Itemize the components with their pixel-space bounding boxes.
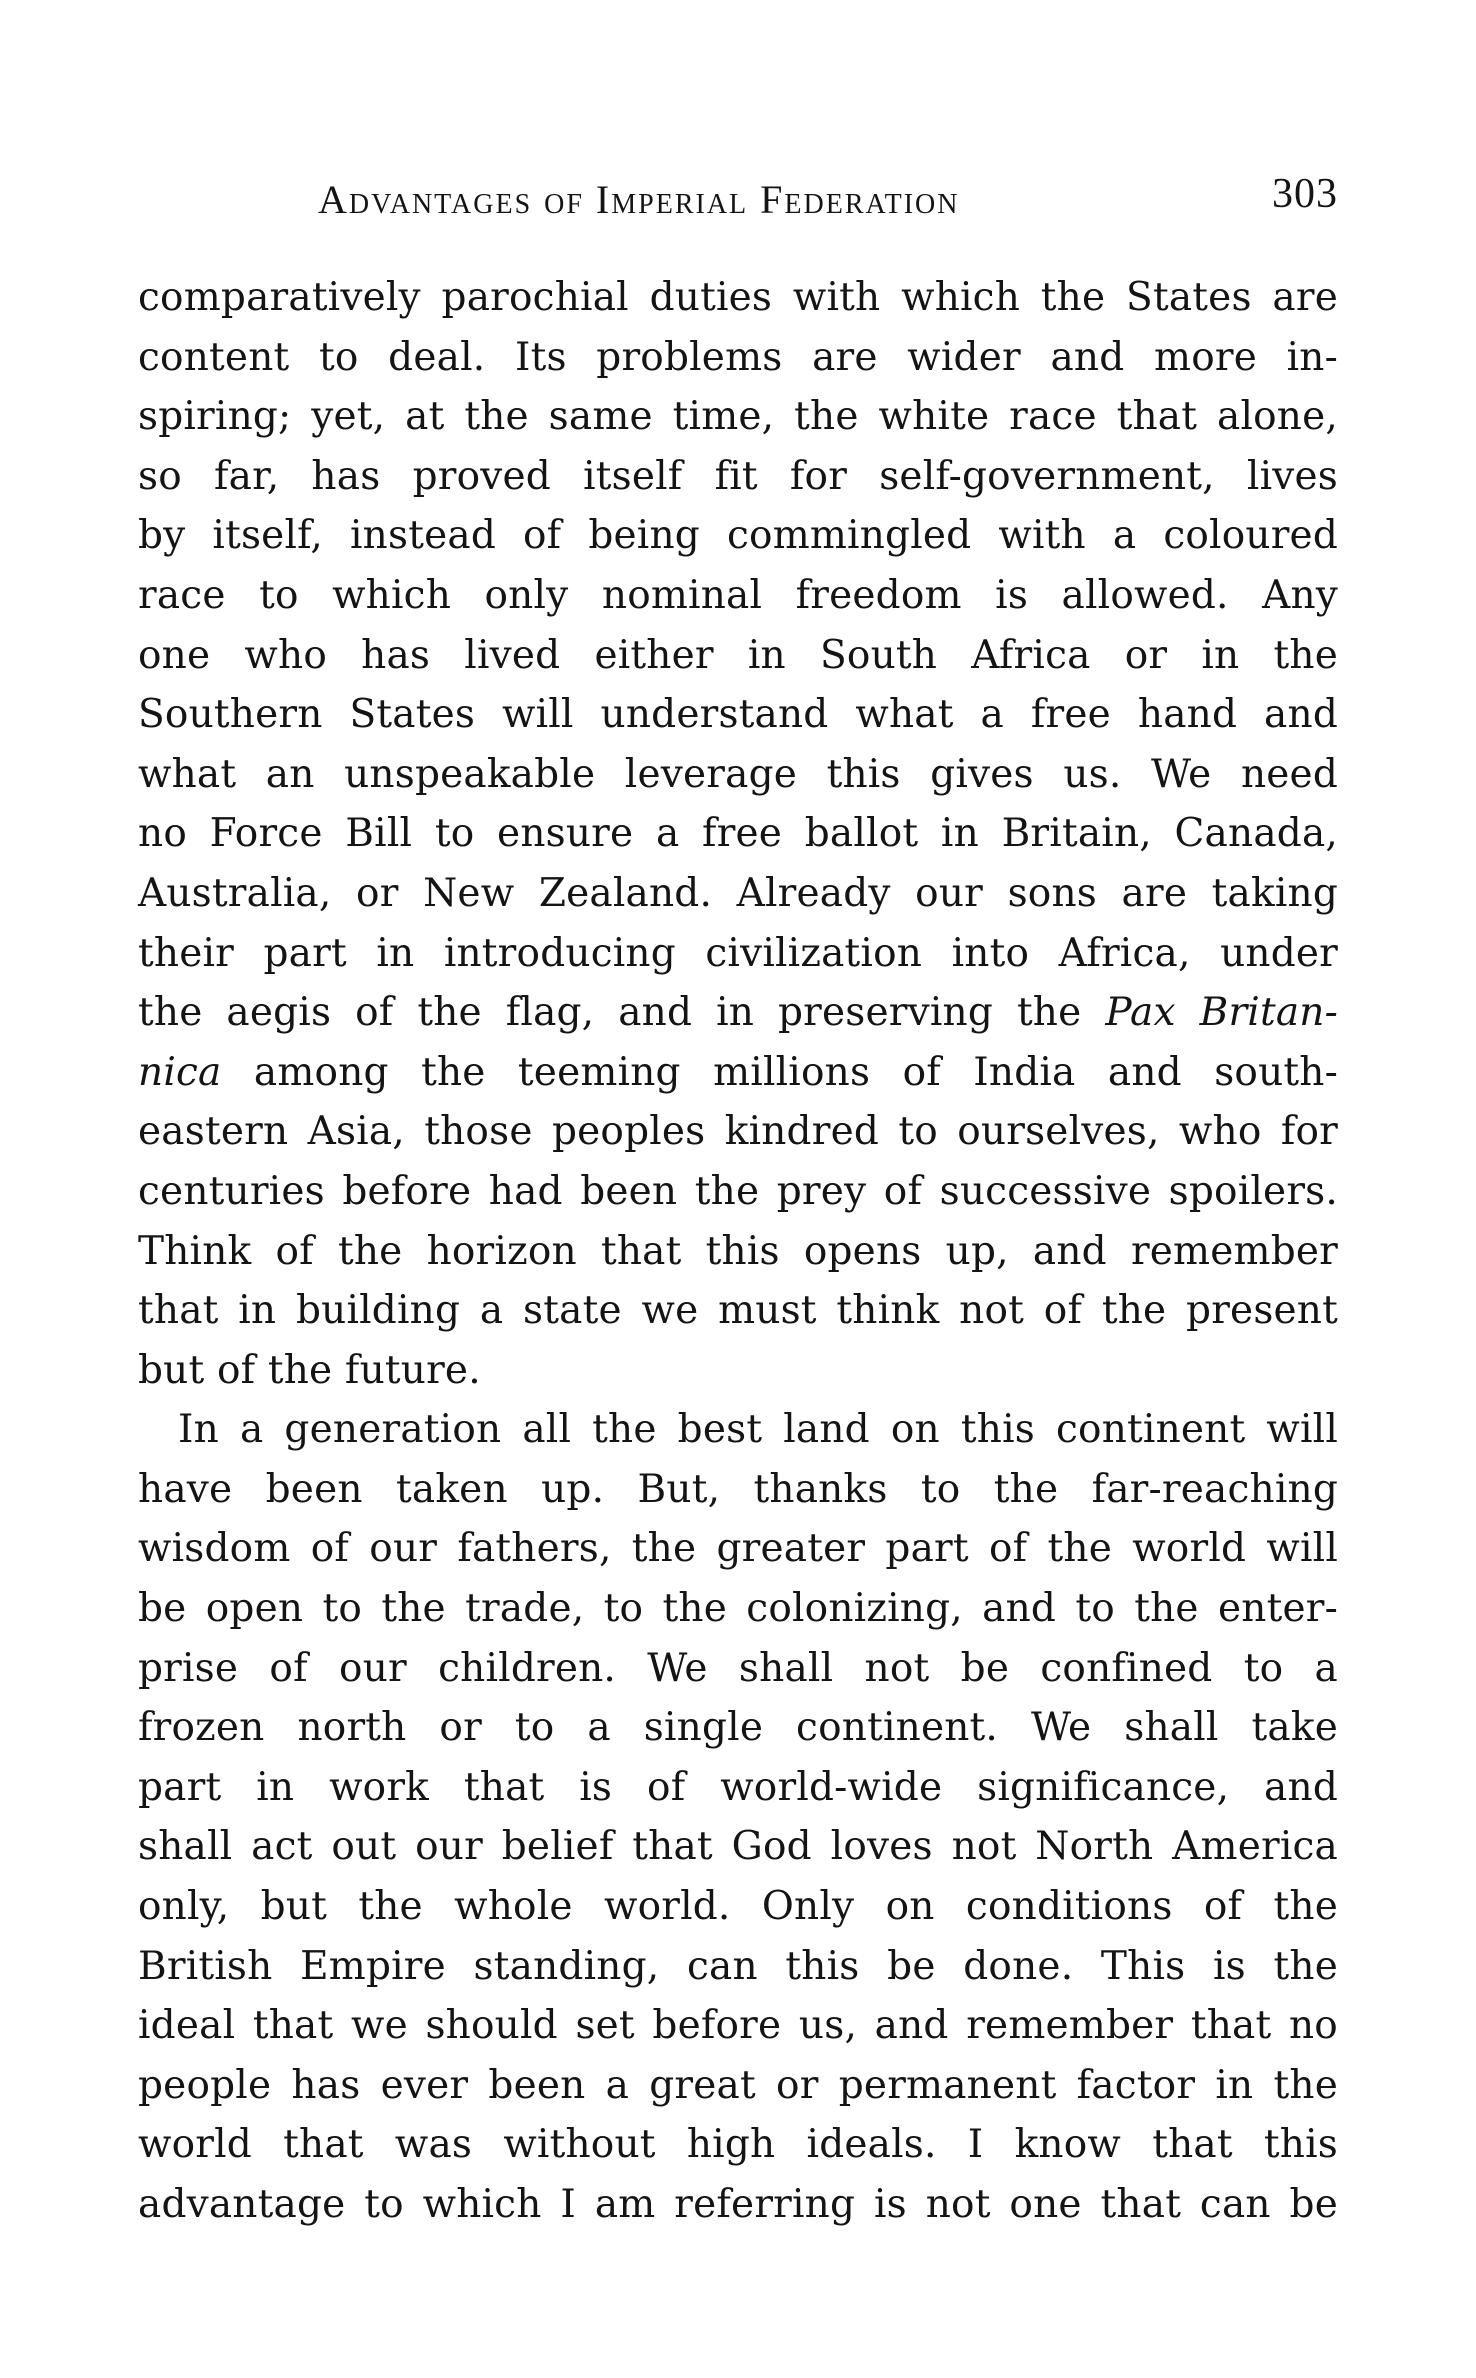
text-fragment: among the teeming millions of India and south- xyxy=(253,1049,1338,1095)
text-line: people has ever been a great or permanent factor in the xyxy=(138,2062,1338,2108)
text-line: shall act out our belief that God loves not North America xyxy=(138,1824,1338,1870)
text-line: race to which only nominal freedom is allowed. Any xyxy=(138,572,1338,618)
text-line: Southern States will understand what a free hand and xyxy=(138,692,1338,738)
italic-phrase: Pax Britan- xyxy=(1105,990,1339,1036)
page-number: 303 xyxy=(1272,171,1338,217)
text-line: centuries before had been the prey of successive spoilers. xyxy=(138,1168,1338,1214)
text-line: spiring; yet, at the same time, the white race that alone, xyxy=(138,394,1338,440)
text-line: prise of our children. We shall not be confined to a xyxy=(138,1645,1338,1691)
text-line: content to deal. Its problems are wider and more in- xyxy=(138,334,1338,380)
text-line: one who has lived either in South Africa or in the xyxy=(138,632,1338,678)
text-line-with-italic xyxy=(138,983,1338,1043)
text-line: world that was without high ideals. I know that this xyxy=(138,2122,1338,2168)
text-line: but of the future. xyxy=(138,1347,481,1393)
text-line: only, but the whole world. Only on conditions of the xyxy=(138,1884,1338,1930)
text-line: Australia, or New Zealand. Already our sons are taking xyxy=(138,870,1338,916)
italic-phrase: nica xyxy=(138,1049,222,1095)
text-fragment: the aegis of the flag, and in preserving the xyxy=(138,990,1106,1036)
text-line: their part in introducing civilization into Africa, under xyxy=(138,930,1338,976)
text-line: In a generation all the best land on this continent will xyxy=(178,1407,1338,1453)
page-header xyxy=(318,170,1338,230)
text-line: advantage to which I am referring is not one that can be xyxy=(138,2182,1338,2227)
text-line: British Empire standing, can this be done. This is the xyxy=(138,1943,1338,1989)
text-line: part in work that is of world-wide significance, and xyxy=(138,1764,1338,1810)
text-line: so far, has proved itself fit for self-government, lives xyxy=(138,453,1338,499)
paragraph-2 xyxy=(138,1400,1338,2234)
running-head: Advantages of Imperial Federation xyxy=(318,177,960,222)
text-line: wisdom of our fathers, the greater part of the world will xyxy=(138,1526,1338,1572)
body-text xyxy=(138,268,1338,2235)
text-line-with-italic xyxy=(138,1043,1338,1103)
text-line: ideal that we should set before us, and remember that no xyxy=(138,2003,1338,2049)
text-line: eastern Asia, those peoples kindred to ourselves, who for xyxy=(138,1109,1338,1155)
text-line: frozen north or to a single continent. We shall take xyxy=(138,1705,1338,1751)
text-line: Think of the horizon that this opens up, and remember xyxy=(138,1228,1338,1274)
text-line: be open to the trade, to the colonizing, and to the enter- xyxy=(138,1586,1338,1632)
text-line: what an unspeakable leverage this gives us. We need xyxy=(138,751,1338,797)
text-line: have been taken up. But, thanks to the far-reaching xyxy=(138,1466,1338,1512)
text-line: that in building a state we must think not of the present xyxy=(138,1288,1338,1334)
text-line: comparatively parochial duties with which the States are xyxy=(138,275,1338,320)
text-line: by itself, instead of being commingled with a coloured xyxy=(138,513,1338,559)
text-line: no Force Bill to ensure a free ballot in Britain, Canada, xyxy=(138,811,1338,857)
paragraph-1 xyxy=(138,268,1338,1400)
